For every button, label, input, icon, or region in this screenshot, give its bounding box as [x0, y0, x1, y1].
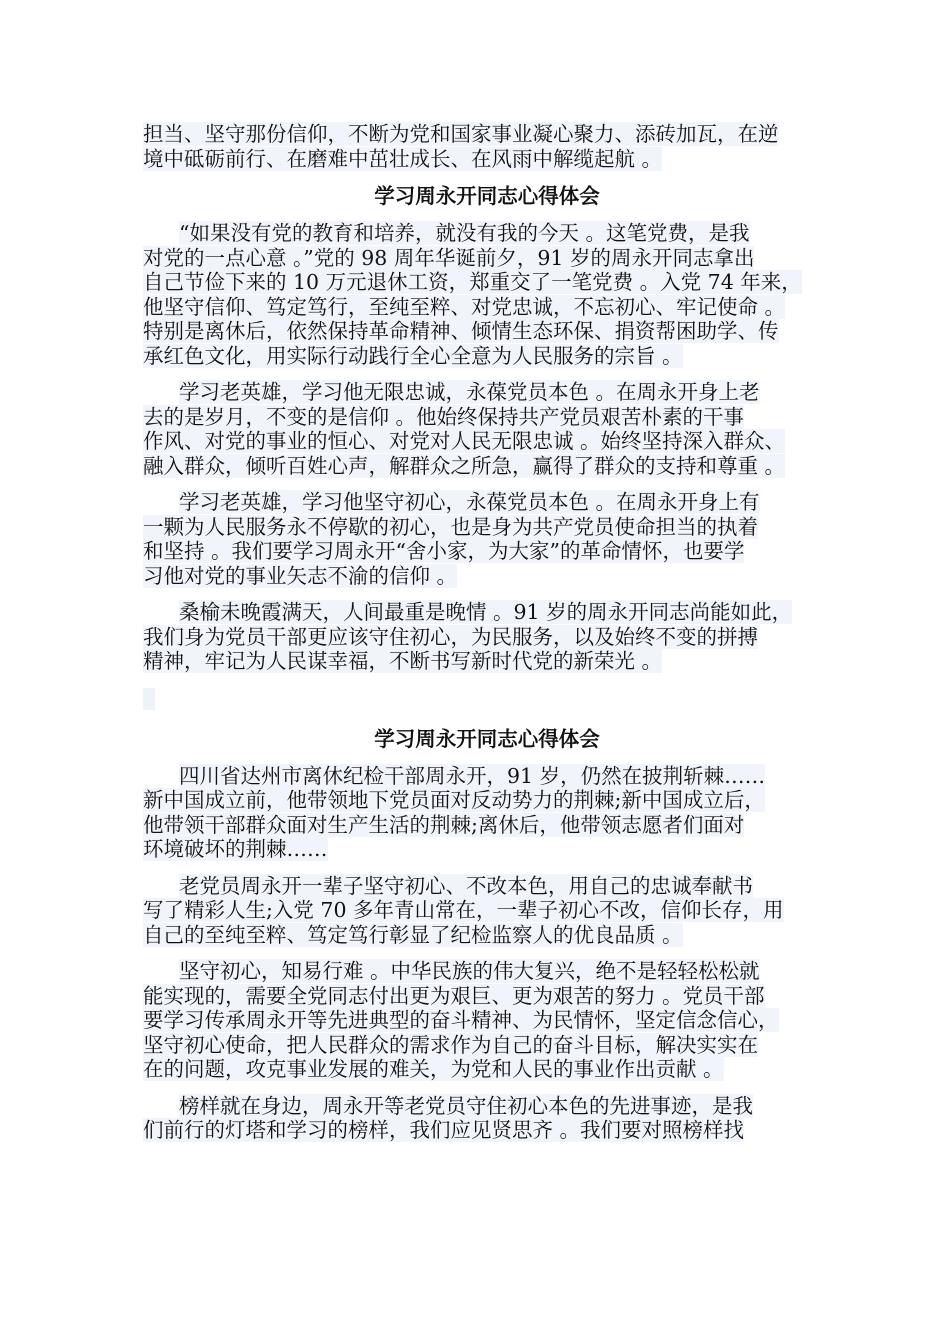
paragraph [143, 1094, 831, 1143]
text-line: 环境破坏的荆棘…… [143, 837, 328, 861]
section-continuation [143, 122, 831, 171]
text-line: 自己节俭下来的 10 万元退休工资，郑重交了一笔党费 。入党 74 年来， [143, 270, 802, 294]
paragraph [143, 490, 831, 588]
paragraph [143, 600, 831, 674]
text-line: 境中砥砺前行、在磨难中茁壮成长、在风雨中解缆起航 。 [143, 146, 663, 171]
text-line: 们前行的灯塔和学习的榜样，我们应见贤思齐 。我们要对照榜样找 [143, 1118, 745, 1142]
text-line: 写了精彩人生;入党 70 多年青山常在，一辈子初心不改，信仰长存，用 [143, 898, 784, 922]
section-2 [143, 726, 831, 1143]
text-line: 承红色文化，用实际行动践行全心全意为人民服务的宗旨 。 [143, 343, 683, 368]
paragraph [143, 221, 831, 368]
paragraph [143, 122, 831, 171]
section-title: 学习周永开同志心得体会 [374, 726, 600, 751]
text-line: 他坚守信仰、笃定笃行，至纯至粹、对党忠诚，不忘初心、牢记使命 。 [143, 294, 786, 319]
text-line: 精神，牢记为人民谋幸福，不断书写新时代党的新荣光 。 [143, 649, 663, 673]
text-line: 去的是岁月，不变的是信仰 。他始终保持共产党员艰苦朴素的干事 [143, 404, 745, 429]
text-line: “如果没有党的教育和培养，就没有我的今天 。这笔党费，是我 [179, 221, 750, 245]
text-line: 担当、坚守那份信仰，不断为党和国家事业凝心聚力、添砖加瓦，在逆 [143, 122, 779, 146]
text-line: 学习老英雄，学习他坚守初心，永葆党员本色 。在周永开身上有 [179, 490, 760, 514]
empty-paragraph-marker [143, 688, 155, 710]
text-line: 在的问题，攻克事业发展的难关，为党和人民的事业作出贡献 。 [143, 1057, 724, 1081]
paragraph [143, 380, 831, 478]
text-line: 四川省达州市离休纪检干部周永开，91 岁，仍然在披荆斩棘…… [179, 763, 766, 788]
document-page [143, 122, 831, 1155]
text-line: 新中国成立前，他带领地下党员面对反动势力的荆棘;新中国成立后， [143, 788, 765, 812]
paragraph [143, 874, 831, 948]
text-line: 坚守初心使命，把人民群众的需求作为自己的奋斗目标，解决实实在 [143, 1032, 758, 1057]
text-line: 桑榆未晚霞满天，人间最重是晚情 。91 岁的周永开同志尚能如此， [179, 600, 793, 624]
text-line: 自己的至纯至粹、笃定笃行彰显了纪检监察人的优良品质 。 [143, 922, 683, 947]
text-line: 老党员周永开一辈子坚守初心、不改本色，用自己的忠诚奉献书 [179, 873, 753, 898]
section-1 [143, 183, 831, 674]
text-line: 一颗为人民服务永不停歇的初心，也是身为共产党员使命担当的执着 [143, 514, 758, 539]
text-line: 和坚持 。我们要学习周永开“舍小家，为大家”的革命情怀，也要学 [143, 539, 745, 563]
text-line: 坚守初心，知易行难 。中华民族的伟大复兴，绝不是轻轻松松就 [179, 959, 760, 983]
text-line: 榜样就在身边，周永开等老党员守住初心本色的先进事迹，是我 [179, 1093, 753, 1118]
text-line: 他带领干部群众面对生产生活的荆棘;离休后，他带领志愿者们面对 [143, 812, 745, 837]
paragraph [143, 764, 831, 862]
text-line: 能实现的，需要全党同志付出更为艰巨、更为艰苦的努力 。党员干部 [143, 983, 765, 1008]
text-line: 融入群众，倾听百姓心声，解群众之所急，赢得了群众的支持和尊重 。 [143, 453, 786, 478]
text-line: 我们身为党员干部更应该守住初心，为民服务，以及始终不变的拼搏 [143, 624, 758, 649]
paragraph [143, 959, 831, 1082]
text-line: 学习老英雄，学习他无限忠诚，永葆党员本色 。在周永开身上老 [179, 380, 760, 404]
text-line: 习他对党的事业矢志不渝的信仰 。 [143, 563, 458, 588]
text-line: 特别是离休后，依然保持革命精神、倾情生态环保、捐资帮困助学、传 [143, 319, 779, 343]
text-line: 要学习传承周永开等先进典型的奋斗精神、为民情怀，坚定信念信心， [143, 1008, 779, 1032]
text-line: 作风、对党的事业的恒心、对党对人民无限忠诚 。始终坚持深入群众、 [143, 429, 786, 453]
section-title: 学习周永开同志心得体会 [374, 184, 600, 208]
text-line: 对党的一点心意 。”党的 98 周年华诞前夕，91 岁的周永开同志拿出 [143, 245, 755, 270]
